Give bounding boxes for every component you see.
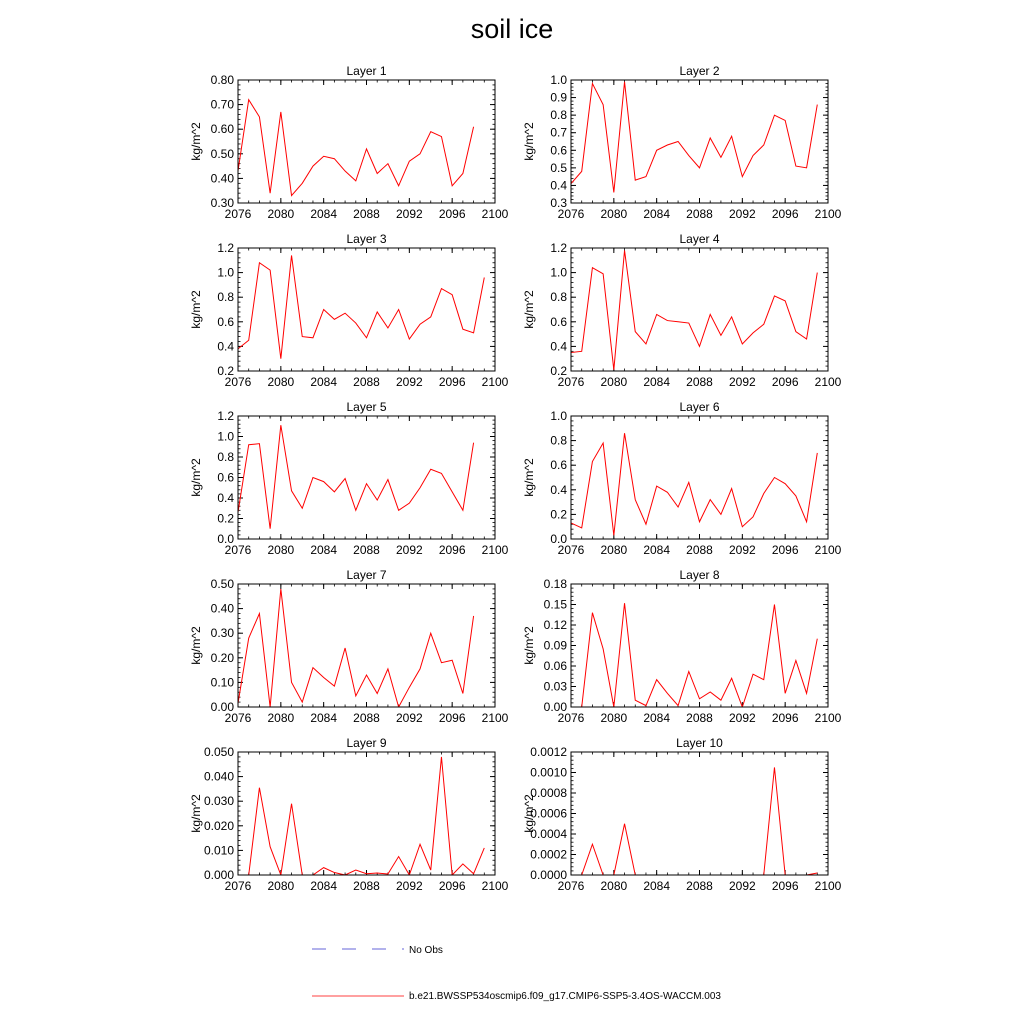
- x-tick-label: 2096: [771, 207, 799, 221]
- x-tick-label: 2084: [643, 711, 671, 725]
- y-tick-label: 0.03: [543, 679, 567, 694]
- series-line: [571, 603, 817, 707]
- x-tick-label: 2076: [224, 543, 252, 557]
- x-tick-label: 2080: [267, 543, 295, 557]
- x-tick-label: 2076: [557, 711, 585, 725]
- figure-title: soil ice: [470, 14, 554, 44]
- x-tick-label: 2088: [353, 207, 380, 221]
- x-tick-label: 2092: [728, 543, 756, 557]
- x-tick-label: 2100: [814, 543, 842, 557]
- y-tick-label: 0.020: [203, 818, 234, 833]
- y-tick-label: 0.80: [210, 73, 234, 87]
- y-tick-label: 0.6: [550, 143, 567, 158]
- panel-title: Layer 5: [346, 400, 387, 414]
- panel-layer-8: [522, 568, 842, 725]
- y-tick-label: 0.6: [550, 458, 567, 473]
- plot-frame: [238, 752, 495, 875]
- x-tick-label: 2100: [814, 879, 842, 893]
- panel-title: Layer 8: [679, 568, 720, 582]
- y-tick-label: 0.30: [210, 196, 234, 210]
- y-tick-label: 0.040: [203, 769, 234, 784]
- y-tick-label: 1.2: [217, 241, 234, 255]
- x-tick-label: 2096: [438, 375, 466, 389]
- y-tick-label: 0.50: [210, 146, 234, 161]
- y-tick-label: 0.7: [550, 125, 567, 140]
- plot-frame: [571, 752, 828, 875]
- x-tick-label: 2092: [728, 207, 756, 221]
- y-axis-label: kg/m^2: [189, 290, 203, 329]
- y-tick-label: 1.2: [550, 241, 567, 255]
- panel-title: Layer 3: [346, 232, 387, 246]
- x-tick-label: 2096: [771, 879, 799, 893]
- series-line: [571, 82, 817, 193]
- x-tick-label: 2080: [600, 711, 628, 725]
- y-tick-label: 0.40: [210, 171, 234, 186]
- panel-layer-10: [522, 736, 842, 893]
- y-tick-label: 0.000: [203, 868, 234, 882]
- panel-layer-3: [189, 232, 509, 389]
- y-tick-label: 0.70: [210, 97, 234, 112]
- y-tick-label: 0.4: [550, 339, 567, 354]
- y-tick-label: 0.030: [203, 794, 234, 809]
- y-tick-label: 0.50: [210, 577, 234, 591]
- x-tick-label: 2092: [728, 711, 756, 725]
- panel-layer-1: [189, 64, 509, 221]
- x-tick-label: 2096: [771, 711, 799, 725]
- plot-frame: [571, 248, 828, 371]
- panel-title: Layer 7: [346, 568, 387, 582]
- y-axis-label: kg/m^2: [522, 458, 536, 497]
- x-tick-label: 2100: [481, 543, 509, 557]
- panel-title: Layer 2: [679, 64, 720, 78]
- y-axis-label: kg/m^2: [522, 626, 536, 665]
- x-tick-label: 2088: [686, 375, 713, 389]
- x-tick-label: 2080: [267, 375, 295, 389]
- y-tick-label: 0.00: [210, 700, 234, 714]
- x-tick-label: 2084: [643, 375, 671, 389]
- y-tick-label: 0.0: [550, 532, 567, 546]
- legend-label: b.e21.BWSSP534oscmip6.f09_g17.CMIP6-SSP5-3.4OS-WACCM.003: [409, 991, 721, 1002]
- plot-frame: [571, 584, 828, 707]
- y-tick-label: 0.8: [550, 433, 567, 448]
- legend: [312, 945, 721, 1002]
- x-tick-label: 2084: [310, 543, 338, 557]
- x-tick-label: 2100: [481, 375, 509, 389]
- x-tick-label: 2092: [395, 879, 423, 893]
- y-tick-label: 0.0006: [530, 806, 567, 821]
- x-tick-label: 2100: [481, 711, 509, 725]
- panel-title: Layer 9: [346, 736, 387, 750]
- x-tick-label: 2084: [310, 207, 338, 221]
- y-tick-label: 0.0004: [530, 827, 567, 841]
- y-tick-label: 0.2: [217, 511, 234, 526]
- series-line: [238, 255, 484, 358]
- x-tick-label: 2076: [557, 879, 585, 893]
- y-axis-label: kg/m^2: [189, 626, 203, 665]
- y-tick-label: 0.12: [543, 618, 567, 632]
- y-tick-label: 1.0: [217, 265, 234, 280]
- y-tick-label: 0.06: [543, 659, 567, 673]
- y-tick-label: 0.4: [217, 339, 234, 354]
- y-tick-label: 0.6: [550, 314, 567, 329]
- x-tick-label: 2096: [438, 711, 466, 725]
- y-tick-label: 0.6: [217, 314, 234, 329]
- x-tick-label: 2080: [267, 711, 295, 725]
- y-tick-label: 0.09: [543, 638, 567, 653]
- x-tick-label: 2096: [438, 543, 466, 557]
- y-tick-label: 0.050: [203, 745, 234, 759]
- x-tick-label: 2084: [310, 375, 338, 389]
- x-tick-label: 2088: [686, 879, 713, 893]
- x-tick-label: 2088: [353, 375, 380, 389]
- x-tick-label: 2080: [600, 207, 628, 221]
- y-tick-label: 0.0000: [530, 868, 567, 882]
- x-tick-label: 2092: [728, 375, 756, 389]
- x-tick-label: 2084: [310, 711, 338, 725]
- x-tick-label: 2088: [353, 879, 380, 893]
- y-axis-label: kg/m^2: [189, 458, 203, 497]
- x-tick-label: 2084: [643, 879, 671, 893]
- y-tick-label: 0.2: [550, 507, 567, 522]
- y-tick-label: 1.0: [550, 73, 567, 87]
- x-tick-label: 2076: [224, 375, 252, 389]
- x-tick-label: 2100: [481, 879, 509, 893]
- y-tick-label: 0.15: [543, 597, 567, 612]
- y-tick-label: 0.30: [210, 626, 234, 641]
- series-line: [227, 425, 473, 529]
- x-tick-label: 2096: [771, 375, 799, 389]
- y-tick-label: 0.0010: [530, 765, 567, 780]
- series-line: [571, 250, 817, 369]
- y-tick-label: 0.00: [543, 700, 567, 714]
- x-tick-label: 2084: [643, 543, 671, 557]
- panel-layer-5: [189, 400, 509, 557]
- x-tick-label: 2092: [728, 879, 756, 893]
- series-line: [227, 589, 473, 707]
- panel-title: Layer 4: [679, 232, 720, 246]
- panel-layer-2: [522, 64, 842, 221]
- legend-label: No Obs: [409, 945, 443, 956]
- x-tick-label: 2084: [310, 879, 338, 893]
- panel-layer-6: [522, 400, 842, 557]
- y-tick-label: 0.0012: [530, 745, 567, 759]
- x-tick-label: 2100: [481, 207, 509, 221]
- x-tick-label: 2076: [557, 543, 585, 557]
- x-tick-label: 2088: [686, 543, 713, 557]
- series-line: [227, 100, 473, 196]
- y-tick-label: 0.18: [543, 577, 567, 591]
- x-tick-label: 2096: [771, 543, 799, 557]
- x-tick-label: 2076: [224, 207, 252, 221]
- y-tick-label: 0.5: [550, 160, 567, 175]
- panel-layer-9: [189, 736, 509, 893]
- y-tick-label: 1.0: [550, 265, 567, 280]
- panel-title: Layer 10: [676, 736, 723, 750]
- y-tick-label: 0.8: [550, 108, 567, 123]
- x-tick-label: 2080: [267, 207, 295, 221]
- x-tick-label: 2080: [600, 879, 628, 893]
- y-tick-label: 0.10: [210, 675, 234, 690]
- y-tick-label: 0.40: [210, 601, 234, 616]
- x-tick-label: 2096: [438, 879, 466, 893]
- y-tick-label: 0.4: [217, 491, 234, 505]
- series-line: [571, 433, 817, 535]
- x-tick-label: 2088: [353, 543, 380, 557]
- y-axis-label: kg/m^2: [189, 122, 203, 161]
- plot-frame: [238, 416, 495, 539]
- y-tick-label: 0.2: [550, 364, 567, 378]
- panel-layer-7: [189, 568, 509, 725]
- y-tick-label: 0.4: [550, 178, 567, 193]
- x-tick-label: 2088: [353, 711, 380, 725]
- y-tick-label: 0.010: [203, 843, 234, 858]
- y-tick-label: 0.0002: [530, 847, 567, 862]
- y-tick-label: 0.2: [217, 364, 234, 378]
- y-tick-label: 0.9: [550, 90, 567, 105]
- panel-title: Layer 1: [346, 64, 387, 78]
- x-tick-label: 2096: [438, 207, 466, 221]
- plot-frame: [238, 584, 495, 707]
- y-tick-label: 0.20: [210, 650, 234, 665]
- x-tick-label: 2100: [814, 375, 842, 389]
- x-tick-label: 2100: [814, 207, 842, 221]
- y-tick-label: 0.8: [550, 290, 567, 305]
- y-tick-label: 1.2: [217, 409, 234, 423]
- y-tick-label: 0.8: [217, 450, 234, 464]
- y-tick-label: 0.6: [217, 470, 234, 485]
- x-tick-label: 2080: [600, 543, 628, 557]
- y-axis-label: kg/m^2: [522, 290, 536, 329]
- y-tick-label: 0.4: [550, 482, 567, 497]
- x-tick-label: 2080: [267, 879, 295, 893]
- series-line: [571, 767, 817, 875]
- x-tick-label: 2092: [395, 207, 423, 221]
- y-tick-label: 1.0: [550, 409, 567, 423]
- panel-title: Layer 6: [679, 400, 720, 414]
- x-tick-label: 2076: [224, 711, 252, 725]
- y-axis-label: kg/m^2: [522, 122, 536, 161]
- x-tick-label: 2092: [395, 711, 423, 725]
- x-tick-label: 2100: [814, 711, 842, 725]
- x-tick-label: 2092: [395, 375, 423, 389]
- plot-frame: [571, 80, 828, 203]
- y-tick-label: 0.3: [550, 196, 567, 210]
- y-tick-label: 0.0008: [530, 786, 567, 800]
- x-tick-label: 2092: [395, 543, 423, 557]
- y-tick-label: 1.0: [217, 429, 234, 444]
- y-axis-label: kg/m^2: [522, 794, 536, 833]
- x-tick-label: 2080: [600, 375, 628, 389]
- x-tick-label: 2088: [686, 711, 713, 725]
- x-tick-label: 2088: [686, 207, 713, 221]
- x-tick-label: 2084: [643, 207, 671, 221]
- y-axis-label: kg/m^2: [189, 794, 203, 833]
- y-tick-label: 0.8: [217, 290, 234, 305]
- x-tick-label: 2076: [557, 375, 585, 389]
- panel-layer-4: [522, 232, 842, 389]
- series-line: [238, 757, 484, 875]
- x-tick-label: 2076: [224, 879, 252, 893]
- y-tick-label: 0.0: [217, 532, 234, 546]
- y-tick-label: 0.60: [210, 122, 234, 137]
- x-tick-label: 2076: [557, 207, 585, 221]
